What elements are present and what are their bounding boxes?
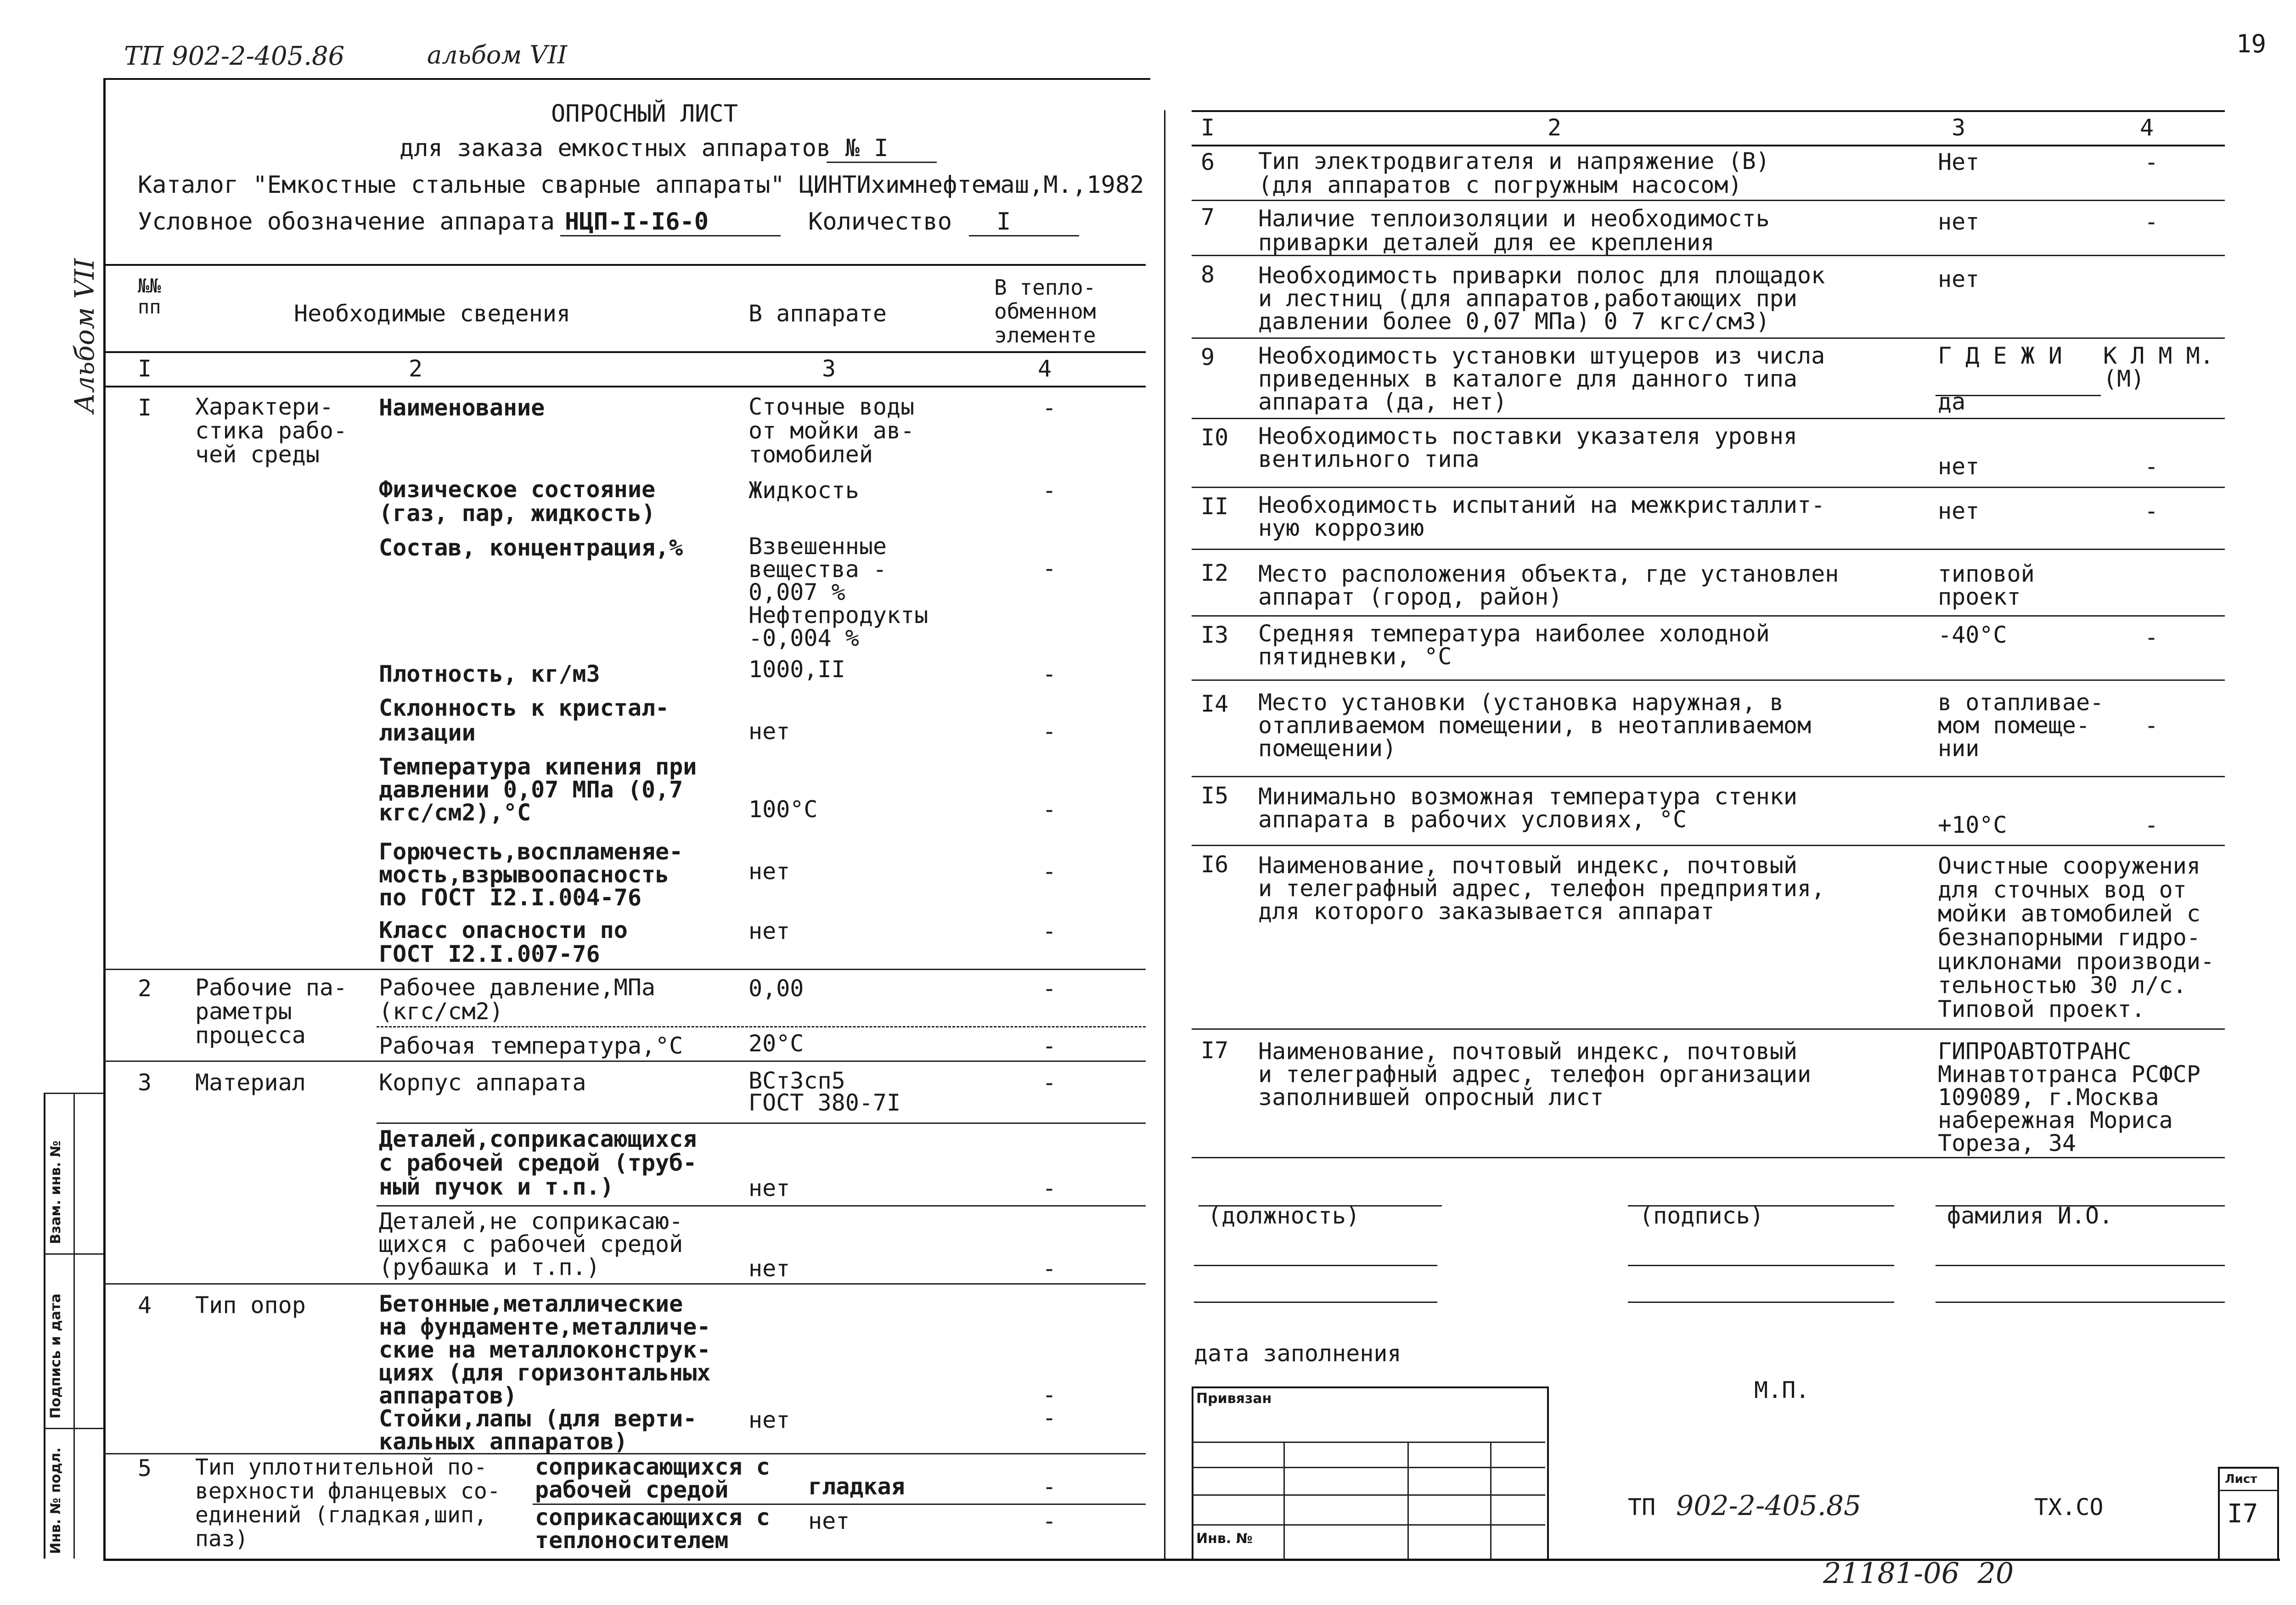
lt-row-name: Рабочее давление,МПа (кгс/см2) <box>379 974 656 1025</box>
tp-label: ТП <box>1628 1494 1656 1521</box>
rt-row-value: +10°С <box>1938 812 2007 838</box>
lt-row-name: Корпус аппарата <box>379 1069 586 1096</box>
sig-line-2c <box>1628 1302 1894 1303</box>
lt-row-group: Тип опор <box>195 1292 306 1319</box>
rt-sep <box>1192 679 2225 681</box>
sig-signature-label: (подпись) <box>1639 1202 1764 1229</box>
lt-colnum-line <box>103 386 1146 387</box>
rt-colnum-2: 2 <box>1548 114 1562 141</box>
rt-sep <box>1192 418 2225 419</box>
rt-row-num: I0 <box>1201 424 1229 451</box>
rt-row-value: нет <box>1938 266 1980 292</box>
tp-code-handwritten: 902-2-405.85 <box>1676 1490 1862 1522</box>
lt-row-value: нет <box>748 1407 790 1433</box>
rt-row-extra: - <box>2144 712 2159 739</box>
sig-line-3b <box>1936 1265 2225 1266</box>
sheet-box-divider <box>2218 1490 2278 1491</box>
lt-row-group: Рабочие па- раметры процесса <box>195 974 348 1049</box>
stamp-mp: М.П. <box>1754 1377 1810 1403</box>
lt-row-value: 0,00 <box>748 975 804 1002</box>
margin-strip-div1 <box>44 1253 103 1255</box>
rt-row-extra: - <box>2144 208 2159 235</box>
rt-row-value: Г Д Е Ж И да <box>1938 342 2062 415</box>
lt-header-line <box>103 351 1146 353</box>
rt-row-desc: Наличие теплоизоляции и необходимость приварки деталей для ее крепления <box>1258 205 1770 256</box>
rt-row-num: 7 <box>1201 204 1215 230</box>
rt-row-extra: - <box>2144 624 2159 651</box>
lt-top-line <box>103 264 1146 266</box>
lt-sep-group3 <box>103 1061 1146 1062</box>
rt-sep <box>1192 845 2225 846</box>
lt-row-heat: - <box>1042 1473 1057 1500</box>
lt-row-heat: - <box>1042 1404 1057 1431</box>
lt-row-value: нет <box>808 1508 850 1534</box>
rt-row-extra: - <box>2144 812 2159 838</box>
rt-row9-underline <box>1936 395 2101 396</box>
lt-row-name: Температура кипения при давлении 0,07 МПа (0,7 кгс/см2),°С <box>379 753 697 826</box>
margin-strip-div2 <box>44 1428 103 1429</box>
lt-row-value: Сточные воды от мойки ав- томобилей <box>748 393 915 468</box>
rt-row-num: I7 <box>1201 1037 1229 1064</box>
catalog-line: Каталог "Емкостные стальные сварные аппараты" ЦИНТИхимнефтемаш,М.,1982 <box>138 171 1144 199</box>
lt-sep-2a <box>377 1026 1146 1027</box>
lt-row-name: Плотность, кг/м3 <box>379 661 600 687</box>
margin-strip-inner <box>73 1093 75 1559</box>
middle-divider <box>1164 110 1165 1559</box>
privyazan-label: Привязан <box>1196 1391 1272 1407</box>
lt-sep-group2 <box>103 969 1146 970</box>
rt-sep <box>1192 487 2225 488</box>
lt-row-num: 5 <box>138 1455 152 1482</box>
lt-row-name: соприкасающихся с рабочей средой <box>535 1453 770 1503</box>
rt-row-value: Очистные сооружения для сточных вод от мойки автомобилей с безнапорными гидро- циклонами производи- тельностью 30 л/с. Типовой проект. <box>1938 853 2215 1022</box>
tb-h1 <box>1192 1442 1545 1443</box>
rt-row-desc: Место расположения объекта, где установлен аппарат (город, район) <box>1258 561 1839 610</box>
bottom-handwritten-code: 21181-06 20 <box>1823 1556 2014 1590</box>
rt-row-desc: Необходимость поставки указателя уровня вентильного типа <box>1258 423 1797 472</box>
lt-row-heat: - <box>1042 555 1057 582</box>
order-no-underline <box>827 162 937 163</box>
margin-album-label: Альбом VII <box>69 258 100 413</box>
rt-row-num: I5 <box>1201 782 1229 809</box>
rt-row-num: 6 <box>1201 149 1215 175</box>
designation-label: Условное обозначение аппарата <box>138 208 555 236</box>
left-frame-line <box>103 78 106 1561</box>
rt-row-desc: Место установки (установка наружная, в отапливаемом помещении, в неотапливаемом помещении) <box>1258 689 1812 762</box>
margin-strip-outer <box>44 1093 45 1559</box>
tb-h4 <box>1192 1524 1545 1526</box>
margin-field-orig-inv: Инв. № подл. <box>48 1447 64 1554</box>
form-subtitle: для заказа емкостных аппаратов № I <box>400 135 889 162</box>
lt-row-heat: - <box>1042 1255 1057 1282</box>
lt-sep-3a <box>377 1122 1146 1124</box>
rt-row-num: 8 <box>1201 261 1215 288</box>
lt-row-name: Рабочая температура,°С <box>379 1033 683 1059</box>
rt-row-num: I3 <box>1201 622 1229 648</box>
lt-colnum-2: 2 <box>409 355 423 382</box>
lt-row-value: нет <box>748 1255 790 1282</box>
lt-row-group: Характери- стика рабо- чей среды <box>195 393 348 468</box>
quantity-label: Количество <box>808 208 952 236</box>
lt-row-name: Деталей,соприкасающихся с рабочей средой (труб- ный пучок и т.п.) <box>379 1126 697 1200</box>
rt-row-value: ГИПРОАВТОТРАНС Минавтотранса РСФСР 109089, г.Москва набережная Мориса Тореза, 34 <box>1938 1038 2200 1156</box>
lt-row-heat: - <box>1042 1033 1057 1059</box>
rt-row-value: нет <box>1938 453 1980 480</box>
rt-sep <box>1192 1028 2225 1030</box>
rt-colnum-4: 4 <box>2140 114 2154 141</box>
sheet-number: I7 <box>2227 1499 2258 1529</box>
lt-header-num: №№ пп <box>138 275 161 318</box>
rt-row-extra: К Л М М. (М) <box>2103 342 2214 392</box>
lt-colnum-3: 3 <box>822 355 836 382</box>
lt-row-value: нет <box>748 858 790 885</box>
lt-header-heat: В тепло- обменном элементе <box>994 275 1096 348</box>
rt-row-value: нет <box>1938 498 1980 524</box>
rt-colnum-1: I <box>1201 114 1215 141</box>
rt-row-value: типовой проект <box>1938 561 2035 610</box>
margin-strip-top <box>44 1093 103 1094</box>
tx-code: ТХ.СО <box>2034 1494 2104 1521</box>
rt-sep <box>1192 200 2225 201</box>
rt-row-desc: Минимально возможная температура стенки аппарата в рабочих условиях, °С <box>1258 783 1797 833</box>
sig-position-label: (должность) <box>1208 1202 1360 1229</box>
lt-row-heat: - <box>1042 394 1057 421</box>
lt-header-apparatus: В аппарате <box>748 300 887 327</box>
rt-row-num: II <box>1201 493 1229 520</box>
rt-row-num: 9 <box>1201 344 1215 370</box>
lt-row-value: Жидкость <box>748 477 859 504</box>
rt-row-desc: Необходимость испытаний на межкристаллит- ную коррозию <box>1258 492 1825 541</box>
lt-row-name: Бетонные,металлические на фундаменте,металличе- ские на металлоконструк- циях (для горизонтальных аппаратов) <box>379 1291 711 1409</box>
lt-row-name: Склонность к кристал- лизации <box>379 695 670 746</box>
lt-row-value: ВСт3сп5 ГОСТ 380-7I <box>748 1067 901 1116</box>
tb-v3 <box>1490 1442 1491 1559</box>
quantity-value: I <box>996 208 1011 236</box>
rt-sep <box>1192 776 2225 777</box>
sig-line-1b <box>1194 1265 1437 1266</box>
lt-row-name: соприкасающихся с теплоносителем <box>535 1504 770 1554</box>
page-number: 19 <box>2236 29 2267 58</box>
rt-sep <box>1192 549 2225 550</box>
lt-colnum-4: 4 <box>1038 355 1052 382</box>
lt-row-value: нет <box>748 718 790 745</box>
quantity-underline <box>969 235 1079 236</box>
lt-row-num: I <box>138 394 152 421</box>
lt-row-name: Горючесть,воспламеняе- мость,взрывоопасность по ГОСТ I2.I.004-76 <box>379 838 683 911</box>
rt-row-desc: Наименование, почтовый индекс, почтовый и телеграфный адрес, телефон организации заполнившей опросный лист <box>1258 1038 1812 1111</box>
tb-h2 <box>1192 1467 1545 1468</box>
lt-row-value: 100°С <box>748 796 818 823</box>
lt-row-value: 20°С <box>748 1030 804 1057</box>
margin-field-signature-date: Подпись и дата <box>48 1293 64 1419</box>
lt-row-name: Деталей,не соприкасаю- щихся с рабочей средой (рубашка и т.п.) <box>379 1208 683 1280</box>
tb-v1 <box>1283 1442 1285 1559</box>
rt-row-extra: - <box>2144 453 2159 480</box>
lt-row-num: 4 <box>138 1292 152 1319</box>
rt-row-desc: Необходимость установки штуцеров из числа приведенных в каталоге для данного типа аппарата (да, нет) <box>1258 342 1825 415</box>
rt-row-num: I4 <box>1201 690 1229 717</box>
lt-row-heat: - <box>1042 975 1057 1002</box>
rt-row-extra: - <box>2144 498 2159 524</box>
lt-row-heat: - <box>1042 661 1057 687</box>
rt-sep <box>1192 337 2225 339</box>
lt-row-value: 1000,II <box>748 656 845 683</box>
rt-row-num: I2 <box>1201 560 1229 586</box>
lt-row-value: нет <box>748 918 790 944</box>
lt-row-name: Состав, концентрация,% <box>379 534 683 561</box>
lt-row-heat: - <box>1042 1508 1057 1534</box>
sheet-label: Лист <box>2225 1472 2257 1486</box>
lt-header-info: Необходимые сведения <box>294 300 571 327</box>
form-title: ОПРОСНЫЙ ЛИСТ <box>551 100 738 128</box>
lt-row-name: Стойки,лапы (для верти- кальных аппаратов) <box>379 1405 697 1455</box>
rt-top-line <box>1192 110 2225 112</box>
lt-colnum-1: I <box>138 355 152 382</box>
designation-value: НЦП-I-I6-0 <box>565 208 709 236</box>
lt-row-name: Физическое состояние (газ, пар, жидкость) <box>379 476 656 527</box>
lt-row-heat: - <box>1042 718 1057 745</box>
lt-row-heat: - <box>1042 1381 1057 1408</box>
tb-v2 <box>1407 1442 1409 1559</box>
rt-colnum-line <box>1192 145 2225 146</box>
sig-line-3c <box>1936 1302 2225 1303</box>
designation-underline <box>560 235 781 236</box>
top-frame-line <box>103 78 1150 80</box>
lt-row-value: нет <box>748 1175 790 1201</box>
rt-row-value: в отапливае- мом помеще- нии <box>1938 689 2104 762</box>
lt-row-group: Материал <box>195 1069 306 1096</box>
rt-row-desc: Необходимость приварки полос для площадок и лестниц (для аппаратов,работающих при давлении более 0,07 МПа) 0 7 кгс/см3) <box>1258 262 1825 335</box>
rt-sep <box>1192 615 2225 617</box>
lt-row-heat: - <box>1042 796 1057 823</box>
lt-row-name: Класс опасности по ГОСТ I2.I.007-76 <box>379 917 628 967</box>
lt-row-heat: - <box>1042 477 1057 504</box>
doc-code-handwritten: ТП 902-2-405.86 <box>124 41 345 71</box>
rt-colnum-3: 3 <box>1952 114 1966 141</box>
lt-row-name: Наименование <box>379 394 545 421</box>
rt-row-value: нет <box>1938 208 1980 235</box>
sig-fio-label: фамилия И.О. <box>1947 1202 2113 1229</box>
lt-row-value: гладкая <box>808 1473 905 1500</box>
rt-row-extra: - <box>2144 149 2159 175</box>
rt-row-desc: Средняя температура наиболее холодной пятидневки, °С <box>1258 620 1770 670</box>
tb-h3 <box>1192 1494 1545 1496</box>
rt-sep <box>1192 1157 2225 1158</box>
lt-row-heat: - <box>1042 1069 1057 1096</box>
lt-sep-group4 <box>103 1283 1146 1285</box>
lt-row-value: Взвешенные вещества - 0,007 % Нефтепродукты -0,004 % <box>748 533 929 651</box>
margin-field-replace-inv: Взам. инв. № <box>48 1140 64 1244</box>
lt-row-num: 2 <box>138 975 152 1002</box>
lt-row-heat: - <box>1042 858 1057 885</box>
inv-no-label: Инв. № <box>1196 1531 1253 1547</box>
rt-row-value: Нет <box>1938 149 1980 175</box>
sig-line-2b <box>1628 1265 1894 1266</box>
lt-row-num: 3 <box>138 1069 152 1096</box>
rt-row-value: -40°С <box>1938 622 2007 648</box>
date-label: дата заполнения <box>1194 1340 1401 1367</box>
rt-row-num: I6 <box>1201 851 1229 878</box>
album-handwritten: альбом VII <box>427 40 568 69</box>
lt-row-heat: - <box>1042 1175 1057 1201</box>
lt-row-group: Тип уплотнительной по- верхности фланцевых со- единений (гладкая,шип, паз) <box>195 1454 501 1552</box>
sig-line-1c <box>1194 1302 1437 1303</box>
lt-sep-3b <box>377 1205 1146 1207</box>
lt-row-heat: - <box>1042 918 1057 944</box>
rt-row-desc: Тип электродвигателя и напряжение (В) (для аппаратов с погружным насосом) <box>1258 148 1770 198</box>
rt-row-desc: Наименование, почтовый индекс, почтовый и телеграфный адрес, телефон предприятия, для которого заказывается аппарат <box>1258 852 1825 925</box>
